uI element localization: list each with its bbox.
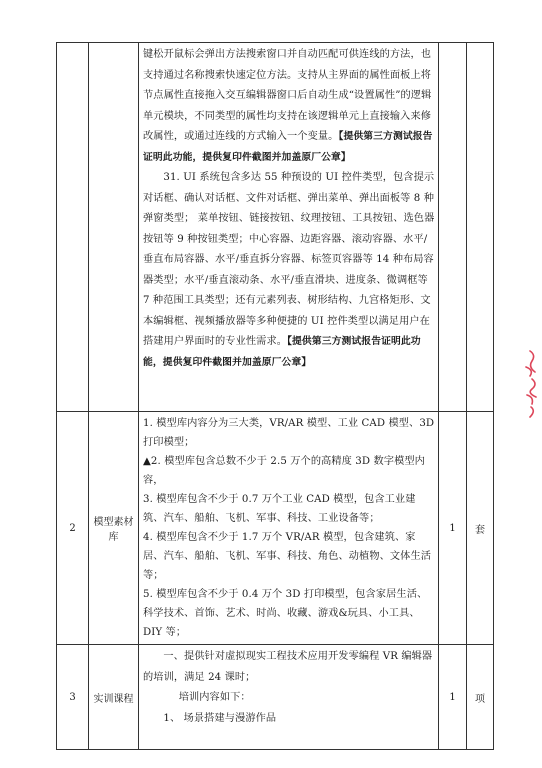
row-number: 3 bbox=[57, 645, 89, 750]
description-line: 培训内容如下： bbox=[178, 692, 251, 703]
description-line: 3. 模型库包含不少于 0.7 万个工业 CAD 模型，包含工业建筑、汽车、船舶、飞机、军事、科技、工业设备等； bbox=[143, 494, 416, 524]
item-description bbox=[139, 645, 439, 750]
table-row bbox=[57, 645, 494, 750]
description-line: 4. 模型库包含不少于 1.7 万个 VR/AR 模型，包含建筑、家居、汽车、船舶、飞机、军事、科技、角色、动植物、文体生活等； bbox=[143, 532, 432, 581]
item-name bbox=[89, 43, 139, 412]
item-description bbox=[139, 43, 439, 412]
specification-table bbox=[56, 42, 494, 750]
item-name: 模型素材库 bbox=[89, 412, 139, 645]
partial-seal-stamp bbox=[520, 345, 542, 425]
row-number: 2 bbox=[57, 412, 89, 645]
certification-note: 【提供第三方测试报告证明此功能，提供复印件截图并加盖原厂公章】 bbox=[143, 336, 421, 368]
item-name: 实训课程 bbox=[89, 645, 139, 750]
item-description bbox=[139, 412, 439, 645]
item-unit: 项 bbox=[467, 645, 494, 750]
row-number bbox=[57, 43, 89, 412]
description-line: ▲2. 模型库包含总数不少于 2.5 万个的高精度 3D 数字模型内容， bbox=[143, 456, 425, 486]
description-line: 1、 场景搭建与漫游作品 bbox=[163, 712, 277, 724]
description-line: 1. 模型库内容分为三大类，VR/AR 模型、工业 CAD 模型、3D 打印模型； bbox=[143, 418, 435, 448]
item-unit: 套 bbox=[467, 412, 494, 645]
item-quantity: 1 bbox=[439, 412, 467, 645]
item-quantity bbox=[439, 43, 467, 412]
table-row bbox=[57, 43, 494, 412]
description-line: 一、提供针对虚拟现实工程技术应用开发零编程 VR 编辑器的培训，满足 24 课时； bbox=[143, 651, 433, 683]
item-unit bbox=[467, 43, 494, 412]
table-row bbox=[57, 412, 494, 645]
description-text: 键松开鼠标会弹出方法搜索窗口并自动匹配可供连线的方法，也支持通过名称搜索快速定位方法。支持从主界面的属性面板上将节点属性直接拖入交互编辑器窗口后自动生成“设置属性”的逻辑单元模块，不同类型的属性均支持在该逻辑单元上直接输入来修改属性，或通过连线的方式输入一个变量。 bbox=[143, 49, 432, 142]
description-text: 31. UI 系统包含多达 55 种预设的 UI 控件类型，包含提示对话框、确认对话框、文件对话框、弹出菜单、弹出面板等 8 种弹窗类型； 菜单按钮、链接按钮、纹理按钮、工具按钮、选色器按钮等 9 种按钮类型；中心容器、边距容器、滚动容器、水平/垂直布局容器、水平/垂直拆分容器、标签页容器等 14 种布局容器类型；水平/垂直滚动条、水平/垂直滑块、进度条、微调框等 7 种范围工具类型；还有元素列表、树形结构、九宫格矩形、文本编辑框、视频播放器等多种便捷的 UI 控件类型以满足用户在搭建用户界面时的专业性需求。 bbox=[143, 172, 435, 347]
item-quantity: 1 bbox=[439, 645, 467, 750]
description-line: 5. 模型库包含不少于 0.4 万个 3D 打印模型，包含家居生活、科学技术、首饰、艺术、时尚、收藏、游戏&玩具、小工具、DIY 等； bbox=[143, 589, 428, 638]
certification-note: 【提供第三方测试报告证明此功能，提供复印件截图并加盖原厂公章】 bbox=[143, 131, 433, 163]
